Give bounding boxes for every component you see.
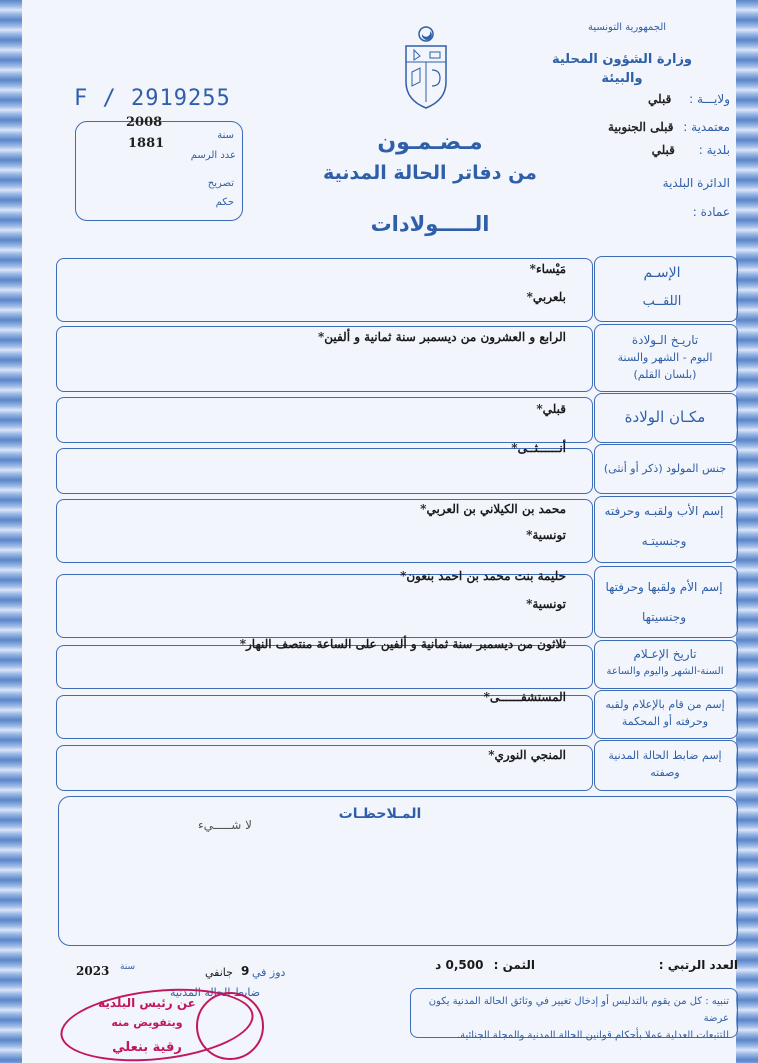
footer-day: 9 bbox=[241, 964, 250, 978]
notes-value: لا شـــــيء bbox=[198, 818, 252, 832]
father-name-value: محمد بن الكيلاني بن العربي* bbox=[420, 502, 566, 516]
registration-box bbox=[75, 115, 243, 221]
wilaya-value: قبلي bbox=[648, 92, 672, 106]
officer-label bbox=[598, 742, 732, 786]
year-value: 2008 bbox=[126, 115, 163, 130]
stamp-line2: وبتفويض منه bbox=[111, 1016, 183, 1029]
mother-label-line1: إسم الأم ولقبها وحرفتها bbox=[605, 579, 723, 594]
tunisia-emblem-icon bbox=[400, 24, 452, 116]
wilaya-row bbox=[570, 92, 730, 106]
stamp-line3: رقية بنعلي bbox=[112, 1040, 182, 1055]
ministry-label bbox=[542, 50, 702, 88]
footer-date-prefix: دوز في bbox=[252, 966, 286, 979]
birthdate-value: الرابع و العشرون من ديسمبر سنة ثمانية و ألفين* bbox=[317, 330, 566, 344]
stamp-line1: عن رئيس البلدية bbox=[98, 996, 196, 1010]
name-label: الإسـم bbox=[643, 264, 681, 281]
father-label-line2: وجنسيتـه bbox=[641, 533, 687, 548]
surname-value: بلعربي* bbox=[526, 290, 566, 304]
birthdate-label-line1: تاريـخ الـولادة bbox=[631, 332, 699, 347]
declaration-date-value: ثلاثون من ديسمبر سنة ثمانية و ألفين على الساعة منتصف النهار* bbox=[239, 637, 566, 651]
section-title: الـــــولادات bbox=[370, 212, 490, 236]
declaration-date-label-line2: السنة-الشهر واليوم والساعة bbox=[606, 666, 724, 677]
document-title: مـضـمـون bbox=[377, 130, 483, 155]
omada-label: عمادة : bbox=[692, 205, 730, 219]
birthplace-label: مكـان الولادة bbox=[624, 407, 706, 426]
ministry-line2: والبيئة bbox=[601, 71, 643, 86]
reg-number-label: عدد الرسم bbox=[190, 150, 236, 161]
surname-label: اللقــب bbox=[642, 293, 682, 309]
ministry-line1: وزارة الشؤون المحلية bbox=[551, 52, 693, 67]
price-value: 0,500 د bbox=[435, 958, 484, 972]
birthdate-label bbox=[600, 328, 730, 386]
mother-label-line2: وجنسيتها bbox=[642, 609, 686, 624]
declarant-value: المستشفــــــى* bbox=[483, 690, 566, 704]
notice-line2: للتتبعات العدلية عملا بأحكام قوانين الحالة المدنية والمجلة الجنائية. bbox=[456, 1030, 729, 1041]
reg-number-value: 1881 bbox=[128, 136, 165, 151]
declarant-label-line2: وحرفته أو المحكمة bbox=[621, 715, 709, 728]
document-subtitle: من دفاتر الحالة المدنية bbox=[323, 162, 537, 184]
baladia-row bbox=[570, 143, 730, 157]
mother-name-value: حليمة بنت محمد بن احمد بنعون* bbox=[400, 569, 566, 583]
serial-order-label: العدد الرتبي : bbox=[658, 958, 738, 972]
motamadia-row bbox=[560, 120, 730, 134]
name-value: مَيْساء* bbox=[529, 262, 566, 276]
baladia-label: بلدية : bbox=[698, 143, 730, 157]
birthdate-label-line2: اليوم - الشهر والسنة bbox=[617, 350, 713, 364]
year-label: سنة bbox=[217, 130, 234, 141]
price-label: الثمن : bbox=[493, 958, 535, 972]
decorative-border-right bbox=[736, 0, 758, 1063]
legal-notice bbox=[410, 988, 738, 1041]
declarant-label-line1: إسم من قام بالإعلام ولقبه bbox=[605, 698, 725, 711]
footer-month: جانفي bbox=[205, 966, 233, 979]
footer-year-label: سنة bbox=[120, 962, 136, 972]
declarant-label bbox=[598, 692, 732, 734]
officer-label-line1: إسم ضابط الحالة المدنية bbox=[608, 749, 722, 762]
notes-label: المـلاحظـات bbox=[338, 806, 422, 822]
daira-label: الدائرة البلدية bbox=[662, 176, 730, 190]
officer-signature-label: ضابط الحالة المدنية bbox=[170, 986, 261, 999]
father-label-line1: إسم الأب ولقبـه وحرفته bbox=[604, 503, 724, 518]
republic-label: الجمهورية التونسية bbox=[587, 22, 667, 33]
price-row bbox=[410, 958, 535, 972]
sex-label: جنس المولود (ذكر أو أنثى) bbox=[603, 461, 727, 475]
serial-number: F / 2919255 bbox=[74, 86, 231, 111]
father-nationality-value: تونسية* bbox=[526, 528, 566, 542]
birthplace-value: قبلي* bbox=[536, 402, 566, 416]
motamadia-value: قبلى الجنوبية bbox=[607, 120, 674, 134]
wilaya-label: ولايـــة : bbox=[689, 92, 730, 106]
municipal-seal-stamp bbox=[196, 992, 264, 1060]
mother-nationality-value: تونسية* bbox=[526, 597, 566, 611]
judgment-type-label: حكم bbox=[215, 197, 234, 208]
footer-year-value: 2023 bbox=[76, 964, 110, 978]
declaration-date-label bbox=[600, 642, 730, 684]
sex-value: أنــــــثــى* bbox=[511, 441, 566, 455]
officer-label-line2: وصفته bbox=[650, 766, 680, 779]
declaration-type-label: تصريح bbox=[207, 178, 234, 189]
notice-line1: تنبيه : كل من يقوم بالتدليس أو إدخال تغيير في وثائق الحالة المدنية يكون عرضة bbox=[428, 996, 729, 1024]
birthdate-label-line3: (بلسان القلم) bbox=[633, 367, 697, 381]
officer-value: المنجي النوري* bbox=[488, 748, 566, 762]
decorative-border-left bbox=[0, 0, 22, 1063]
motamadia-label: معتمدية : bbox=[683, 120, 730, 134]
declaration-date-value-box bbox=[56, 645, 593, 689]
baladia-value: قبلي bbox=[651, 143, 675, 157]
declaration-date-label-line1: تاريخ الإعـلام bbox=[633, 647, 697, 661]
